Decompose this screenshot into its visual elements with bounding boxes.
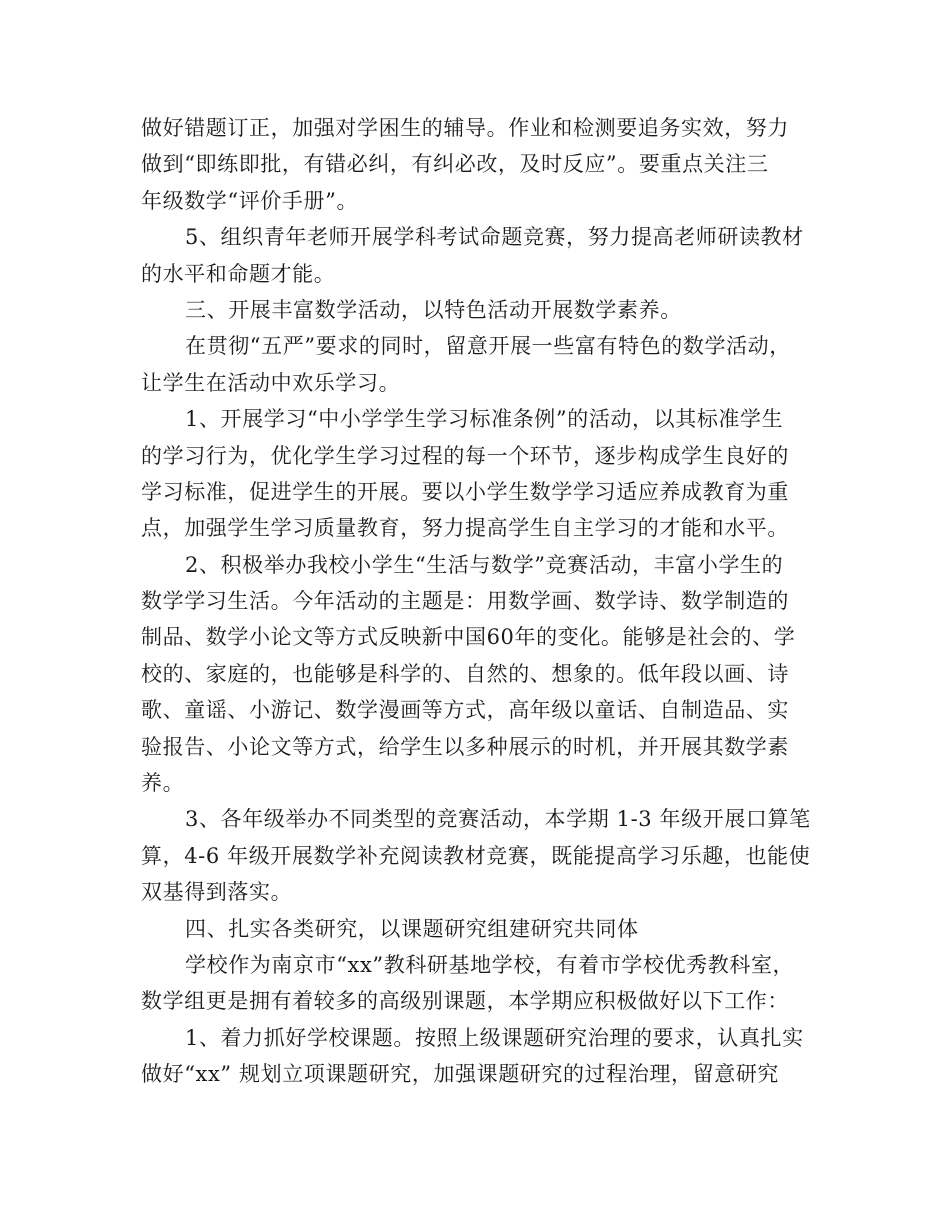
text-line: 2、积极举办我校小学生“生活与数学”竞赛活动，丰富小学生的 (185, 552, 784, 577)
text-line: 的水平和命题才能。 (141, 261, 336, 286)
text-line: 学校作为南京市“xx”教科研基地学校，有着市学校优秀教科室， (185, 952, 795, 977)
text-line: 双基得到落实。 (141, 880, 293, 905)
text-line: 做好错题订正，加强对学困生的辅导。作业和检测要追务实效，努力 (141, 116, 789, 140)
text-line: 歌、童谣、小游记、数学漫画等方式，高年级以童话、自制造品、实 (141, 698, 789, 723)
text-line: 5、组织青年老师开展学科考试命题竞赛，努力提高老师研读教材 (185, 225, 804, 250)
text-line: 做好“xx” 规划立项课题研究，加强课题研究的过程治理，留意研究 (141, 1062, 780, 1087)
text-line: 让学生在活动中欢乐学习。 (141, 370, 401, 395)
text-line: 制品、数学小论文等方式反映新中国60年的变化。能够是社会的、学 (141, 625, 796, 650)
text-line: 年级数学“评价手册”。 (141, 188, 359, 213)
text-line: 1、着力抓好学校课题。按照上级课题研究治理的要求，认真扎实 (185, 1025, 804, 1050)
text-line: 养。 (141, 771, 185, 796)
text-line: 点，加强学生学习质量教育，努力提高学生自主学习的才能和水平。 (141, 516, 789, 541)
text-line: 3、各年级举办不同类型的竞赛活动，本学期 1-3 年级开展口算笔 (185, 807, 811, 832)
text-line: 算，4-6 年级开展数学补充阅读教材竞赛，既能提高学习乐趣，也能使 (141, 843, 811, 868)
section-heading: 四、扎实各类研究，以课题研究组建研究共同体 (185, 916, 639, 941)
text-line: 做到“即练即批，有错必纠，有纠必改，及时反应”。要重点关注三 (141, 152, 769, 177)
document-body (141, 110, 831, 1093)
section-heading: 三、开展丰富数学活动，以特色活动开展数学素养。 (185, 297, 682, 322)
text-line: 数学组更是拥有着较多的高级别课题，本学期应积极做好以下工作： (141, 989, 789, 1014)
text-line: 数学学习生活。今年活动的主题是：用数学画、数学诗、数学制造的 (141, 589, 789, 614)
text-line: 学习标准，促进学生的开展。要以小学生数学学习适应养成教育为重 (141, 479, 789, 504)
text-line: 的学习行为，优化学生学习过程的每一个环节，逐步构成学生良好的 (141, 443, 789, 468)
text-line: 在贯彻“五严”要求的同时，留意开展一些富有特色的数学活动， (185, 334, 791, 359)
text-line: 校的、家庭的，也能够是科学的、自然的、想象的。低年段以画、诗 (141, 661, 789, 686)
text-line: 1、开展学习“中小学学生学习标准条例”的活动，以其标准学生 (185, 407, 784, 432)
text-line: 验报告、小论文等方式，给学生以多种展示的时机，并开展其数学素 (141, 734, 789, 759)
